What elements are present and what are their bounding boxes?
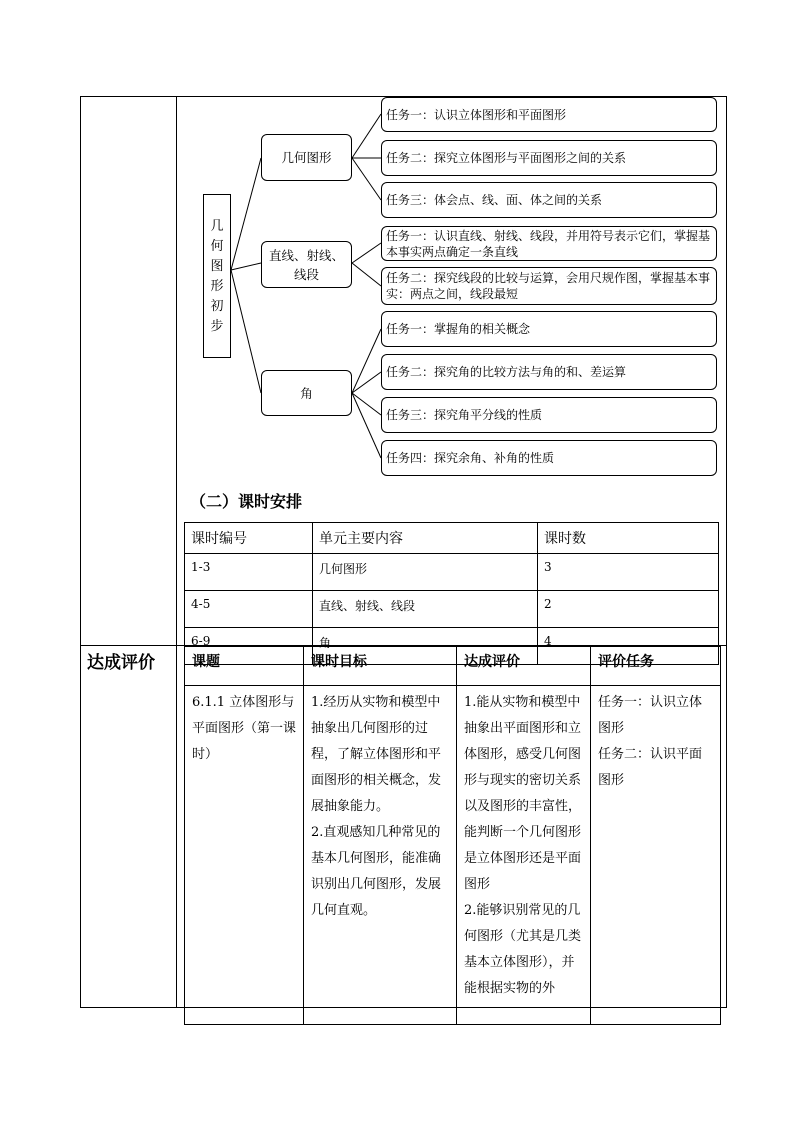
eval-task-item: 任务二：认识平面图形 (598, 747, 703, 788)
table-cell: 4 (538, 628, 719, 665)
branch-label: 角 (300, 385, 313, 401)
branch-angle (261, 370, 352, 416)
table-header-row (185, 523, 719, 554)
branch-label: 几何图形 (281, 150, 332, 165)
achievement-item: 1.能从实物和模型中抽象出平面图形和立体图形，感受几何图形与现实的密切关系以及图形的丰富性，能判断一个几何图形是立体图形还是平面图形 (464, 695, 582, 892)
task-node (381, 354, 717, 390)
task-text: 任务二：探究角的比较方法与角的和、差运算 (386, 365, 627, 379)
table-cell: 角 (313, 628, 538, 665)
task-node (381, 397, 717, 433)
topic-text: 6.1.1 立体图形与平面图形（第一课时） (192, 695, 297, 762)
table-header-cell: 课时目标 (304, 647, 457, 686)
table-cell: 1-3 (185, 554, 313, 591)
section-title: （二）课时安排 (190, 492, 303, 511)
task-node (381, 311, 717, 347)
task-text: 任务一：认识立体图形和平面图形 (386, 107, 567, 122)
task-text: 任务二：探究立体图形与平面图形之间的关系 (386, 151, 627, 165)
task-text: 任务一：认识直线、射线、线段，并用符号表示它们，掌握基本事实两点确定一条直线 (386, 228, 711, 259)
root-char: 步 (210, 319, 224, 334)
mind-map-root (203, 194, 231, 358)
table-cell: 直线、射线、线段 (313, 591, 538, 628)
goal-item: 1.经历从实物和模型中抽象出几何图形的过程，了解立体图形和平面图形的相关概念，发展抽象能力。 (311, 695, 442, 814)
branch-label-line: 线段 (293, 266, 319, 282)
goal-item: 2.直观感知几种常见的基本几何图形，能准确识别出几何图形，发展几何直观。 (311, 825, 442, 918)
table-cell: 几何图形 (313, 554, 538, 591)
evaluation-label: 达成评价 (87, 653, 155, 673)
root-char: 何 (210, 239, 224, 254)
task-text: 任务四：探究余角、补角的性质 (386, 451, 555, 465)
tasks-cell (591, 686, 721, 1025)
task-node (381, 97, 717, 132)
achievement-cell (457, 686, 591, 1025)
evaluation-table (184, 646, 721, 1025)
table-cell: 2 (538, 591, 719, 628)
table-row (185, 554, 719, 591)
topic-cell (185, 686, 304, 1025)
task-text: 任务三：体会点、线、面、体之间的关系 (386, 193, 603, 207)
branch-geometry (261, 134, 352, 181)
table-header-cell: 课题 (185, 647, 304, 686)
achievement-item: 2.能够识别常见的几何图形（尤其是几类基本立体图形），并能根据实物的外 (464, 903, 582, 996)
table-cell: 6-9 (185, 628, 313, 665)
task-node (381, 140, 717, 176)
table-header-cell: 课时编号 (185, 523, 313, 554)
task-node (381, 267, 717, 305)
root-char: 形 (210, 279, 224, 294)
root-char: 初 (210, 299, 224, 314)
table-header-row (185, 647, 721, 686)
task-text: 任务一：掌握角的相关概念 (386, 322, 531, 336)
table-header-cell: 达成评价 (457, 647, 591, 686)
table-cell: 3 (538, 554, 719, 591)
root-char: 图 (210, 259, 224, 274)
task-text: 任务三：探究角平分线的性质 (386, 408, 543, 422)
branch-lines (261, 241, 352, 288)
table-row (185, 591, 719, 628)
schedule-table (184, 522, 719, 665)
branch-label-line: 直线、射线、 (268, 247, 344, 263)
task-node (381, 226, 717, 261)
root-char: 几 (210, 219, 224, 234)
task-text: 任务二：探究线段的比较与运算，会用尺规作图，掌握基本事实：两点之间，线段最短 (386, 271, 711, 301)
table-cell: 4-5 (185, 591, 313, 628)
table-header-cell: 课时数 (538, 523, 719, 554)
task-node (381, 182, 717, 218)
task-node (381, 440, 717, 476)
goals-cell (304, 686, 457, 1025)
table-header-cell: 单元主要内容 (313, 523, 538, 554)
table-row (185, 686, 721, 1025)
table-header-cell: 评价任务 (591, 647, 721, 686)
eval-task-item: 任务一：认识立体图形 (598, 695, 703, 736)
